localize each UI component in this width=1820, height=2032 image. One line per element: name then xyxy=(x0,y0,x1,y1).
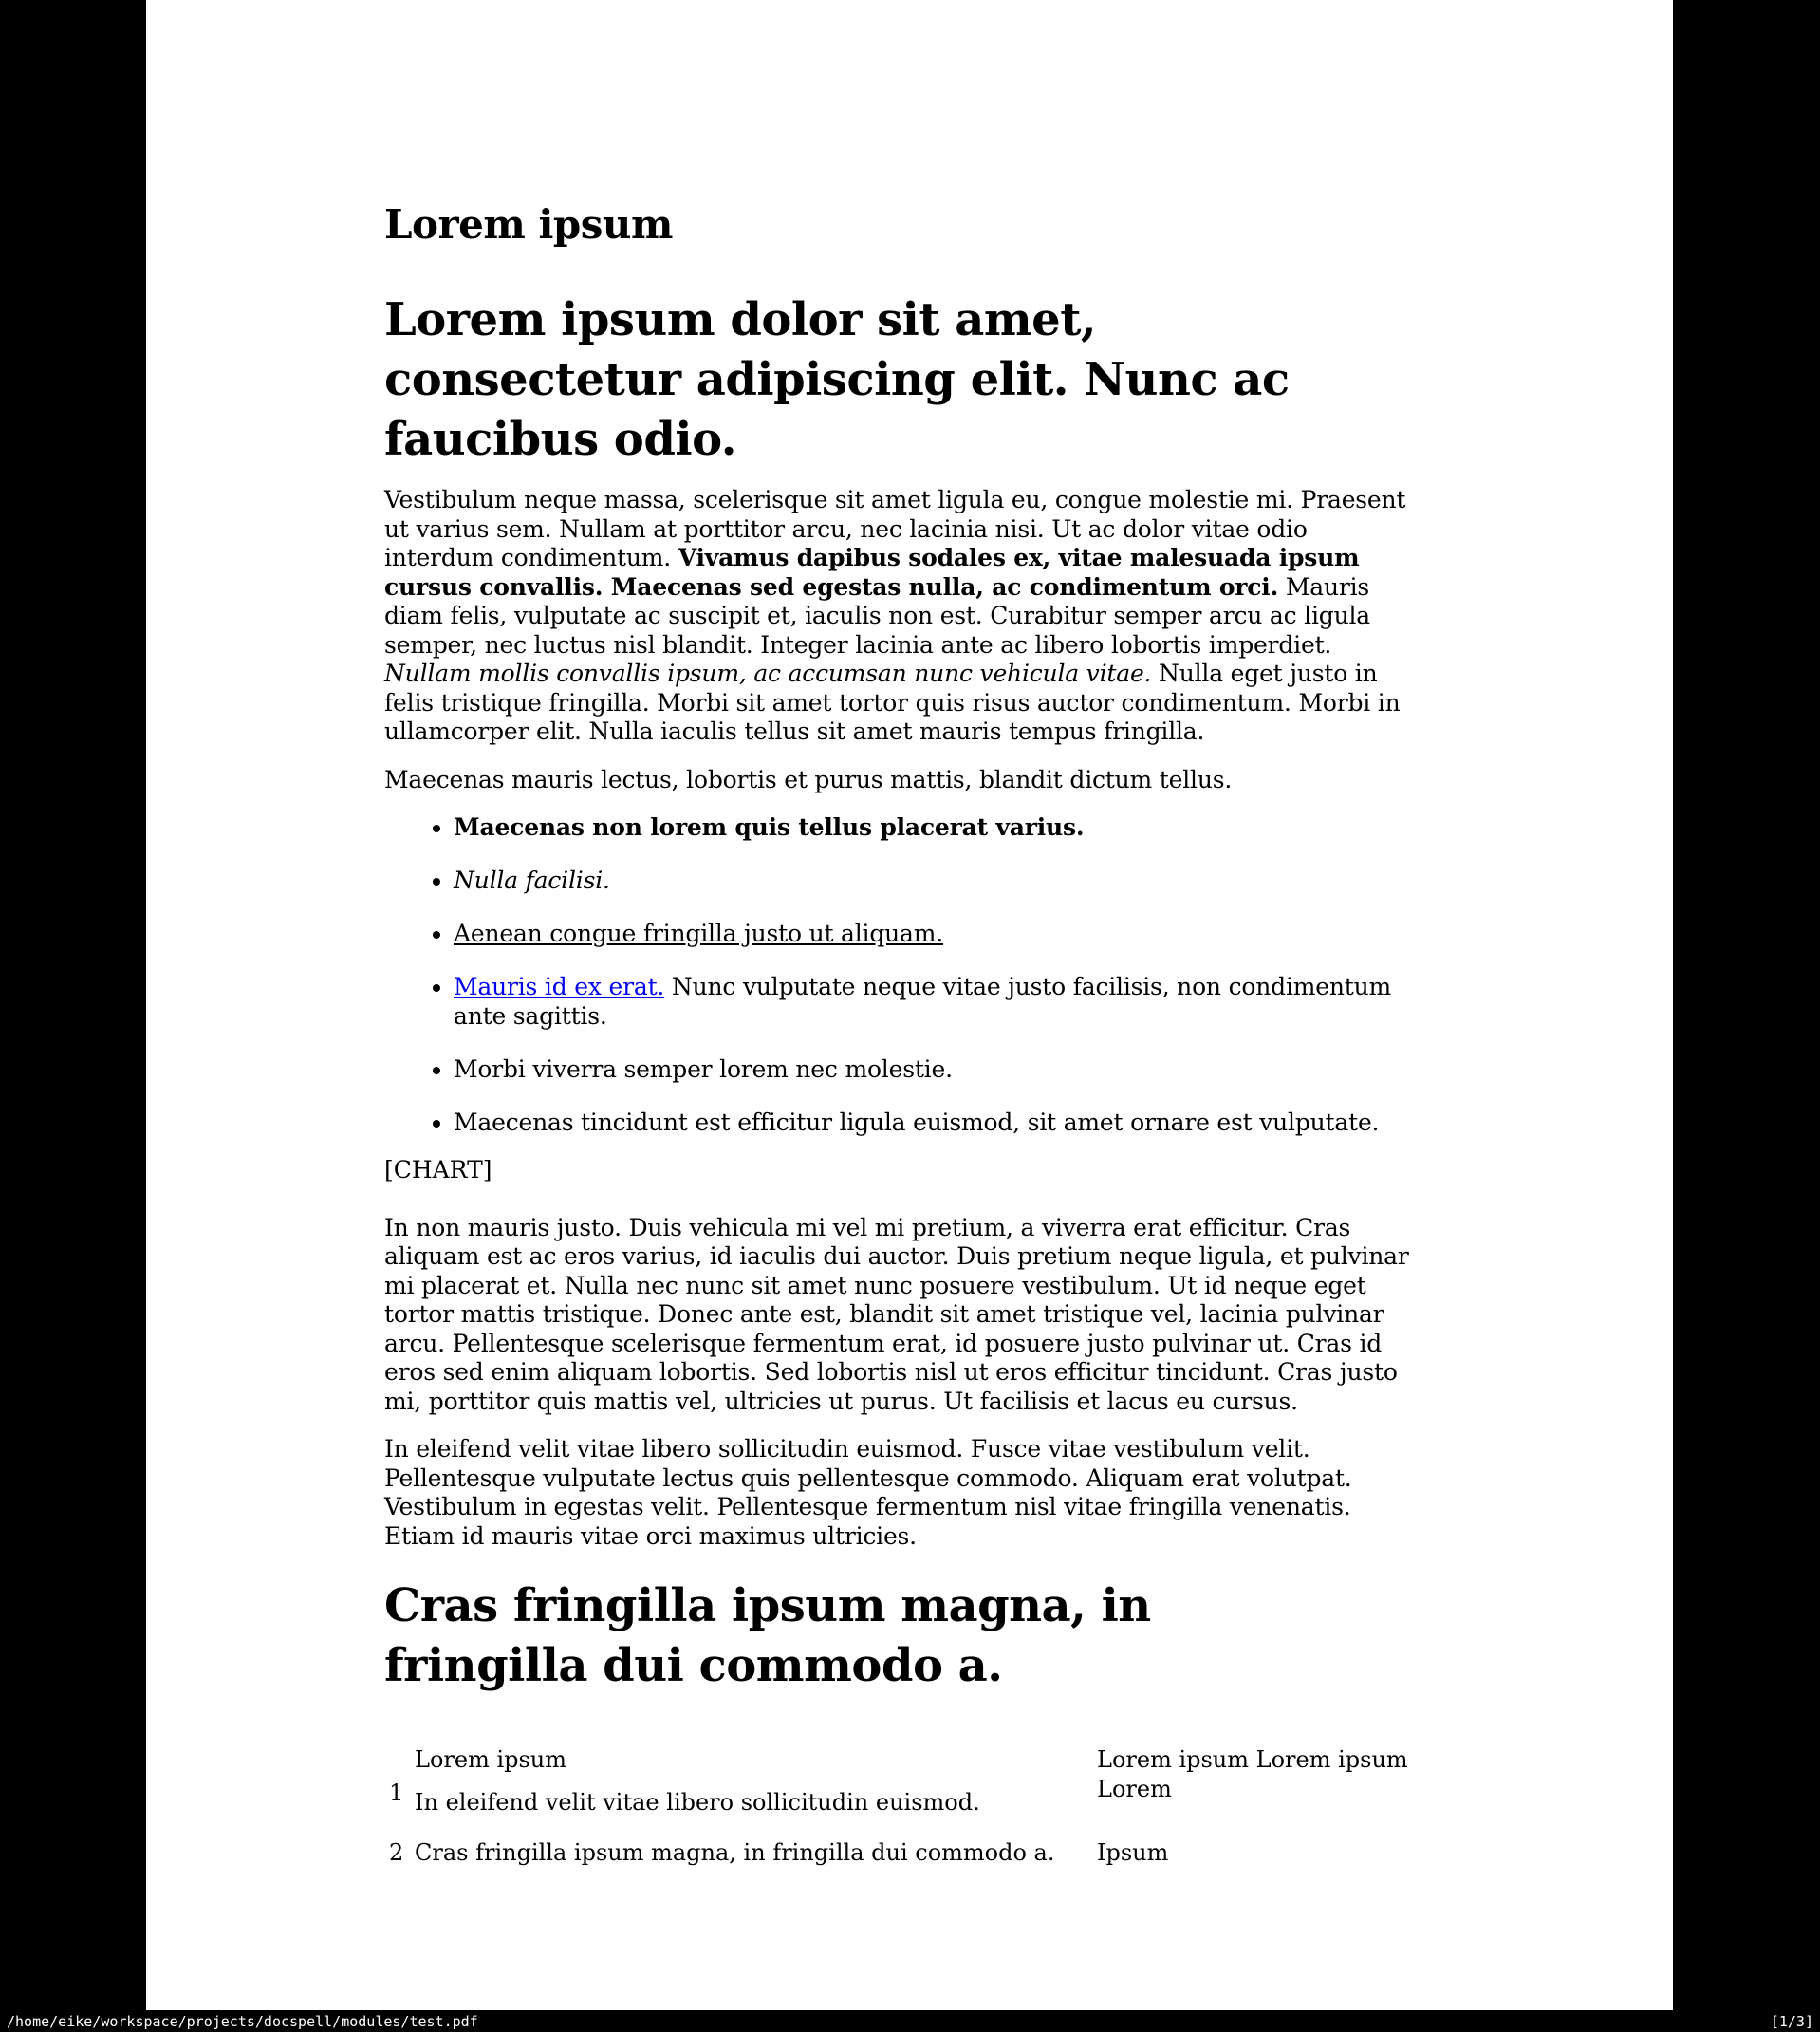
paragraph-1-bold-segment: Vivamus dapibus sodales ex, vitae malesuada ipsum cursus convallis. Maecenas sed egestas nulla, ac condimentum orci. xyxy=(384,544,1360,601)
list-item xyxy=(454,813,1423,843)
document-content xyxy=(384,0,1423,1868)
footnote-row-1 xyxy=(384,1780,1097,1818)
list-item xyxy=(454,867,1423,896)
bullet-list xyxy=(384,813,1423,1137)
list-item xyxy=(454,973,1423,1031)
paragraph-3: In non mauris justo. Duis vehicula mi vel mi pretium, a viverra erat efficitur. Cras aliquam est ac eros varius, id iaculis dui auctor. Duis pretium neque ligula, et pulvinar mi placerat et. Nulla nec nunc sit amet nunc posuere vestibulum. Ut id neque eget tortor mattis tristique. Donec ante est, blandit sit amet tristique vel, lacinia pulvinar arcu. Pellentesque scelerisque fermentum erat, id posuere justo pulvinar ut. Cras id eros sed enim aliquam lobortis. Sed lobortis nisl ut eros efficitur tincidunt. Cras justo mi, porttitor quis mattis vel, ultricies ut purus. Ut facilisis et lacus eu cursus. xyxy=(384,1213,1409,1415)
paragraph-2: Maecenas mauris lectus, lobortis et purus mattis, blandit dictum tellus. xyxy=(384,765,1233,793)
statusbar-page-indicator: [1/3] xyxy=(1770,2012,1813,2030)
list-item xyxy=(454,1055,1423,1085)
paragraph-1-italic-segment: Nullam mollis convallis ipsum, ac accumsan nunc vehicula vitae. xyxy=(384,660,1152,687)
footnote-2-text: Cras fringilla ipsum magna, in fringilla dui commodo a. xyxy=(415,1839,1055,1866)
footnote-table xyxy=(384,1745,1423,1868)
heading-line: faucibus odio. xyxy=(384,413,736,466)
table-column2-header: Lorem ipsum Lorem ipsum Lorem xyxy=(1097,1746,1408,1802)
table-column2-row2-text: Ipsum xyxy=(1097,1839,1169,1866)
list-item xyxy=(454,920,1423,949)
document-title: Lorem ipsum xyxy=(384,201,673,248)
list-item-text: Nunc vulputate neque vitae justo facilisis, non condimentum ante sagittis. xyxy=(454,973,1391,1030)
table-column1-header: Lorem ipsum xyxy=(415,1746,567,1773)
footnote-1-text: In eleifend velit vitae libero sollicitudin euismod. xyxy=(415,1789,980,1816)
list-item-text: Maecenas tincidunt est efficitur ligula euismod, sit amet ornare est vulputate. xyxy=(454,1108,1380,1136)
paragraph-1-segment: Mauris diam felis, vulputate ac suscipit et, iaculis non est. Curabitur semper arcu ac ligula semper, nec luctus nisl blandit. Integer lacinia ante ac libero lobortis imperdiet. xyxy=(384,572,1370,659)
list-item xyxy=(454,1109,1423,1138)
heading-line: Lorem ipsum dolor sit amet, xyxy=(384,293,1097,346)
section-heading-2 xyxy=(384,1576,1423,1696)
paragraph-1 xyxy=(384,486,1423,747)
list-item-italic-text: Nulla facilisi. xyxy=(454,867,610,894)
section-heading-1 xyxy=(384,290,1423,470)
paragraph-1-segment: Vestibulum neque massa, scelerisque sit amet ligula eu, congue molestie mi. Praesent ut varius sem. Nullam at porttitor arcu, nec lacinia nisi. Ut ac dolor vitae odio interdum condimentum. xyxy=(384,486,1406,571)
heading-line: Cras fringilla ipsum magna, in xyxy=(384,1579,1151,1632)
paragraph-4: In eleifend velit vitae libero sollicitudin euismod. Fusce vitae vestibulum velit. Pellentesque vulputate lectus quis pellentesque commodo. Aliquam erat volutpat. Vestibulum in egestas velit. Pellentesque fermentum nisl vitae fringilla venenatis. Etiam id mauris vitae orci maximus ultricies. xyxy=(384,1435,1352,1550)
heading-line: consectetur adipiscing elit. Nunc ac xyxy=(384,353,1290,406)
footnote-row-2 xyxy=(384,1838,1097,1868)
footnote-1-marker: 1 xyxy=(389,1780,404,1806)
list-item-text: Morbi viverra semper lorem nec molestie. xyxy=(454,1054,953,1083)
heading-line: fringilla dui commodo a. xyxy=(384,1639,1003,1692)
chart-placeholder: [CHART] xyxy=(384,1156,492,1184)
list-item-bold-text: Maecenas non lorem quis tellus placerat varius. xyxy=(454,813,1085,841)
paragraph-1-segment: Nulla eget justo in felis tristique fringilla. Morbi sit amet tortor quis risus auctor condimentum. Morbi in ullamcorper elit. Nulla iaculis tellus sit amet mauris tempus fringilla. xyxy=(384,660,1401,745)
list-item-underlined-text: Aenean congue fringilla justo ut aliquam. xyxy=(454,920,944,947)
statusbar-file-path: /home/eike/workspace/projects/docspell/modules/test.pdf xyxy=(7,2012,478,2030)
pdf-page xyxy=(146,0,1673,2010)
statusbar xyxy=(0,2010,1820,2032)
hyperlink-mauris-id-ex-erat[interactable]: Mauris id ex erat. xyxy=(454,973,665,1000)
footnote-2-marker: 2 xyxy=(389,1839,404,1866)
